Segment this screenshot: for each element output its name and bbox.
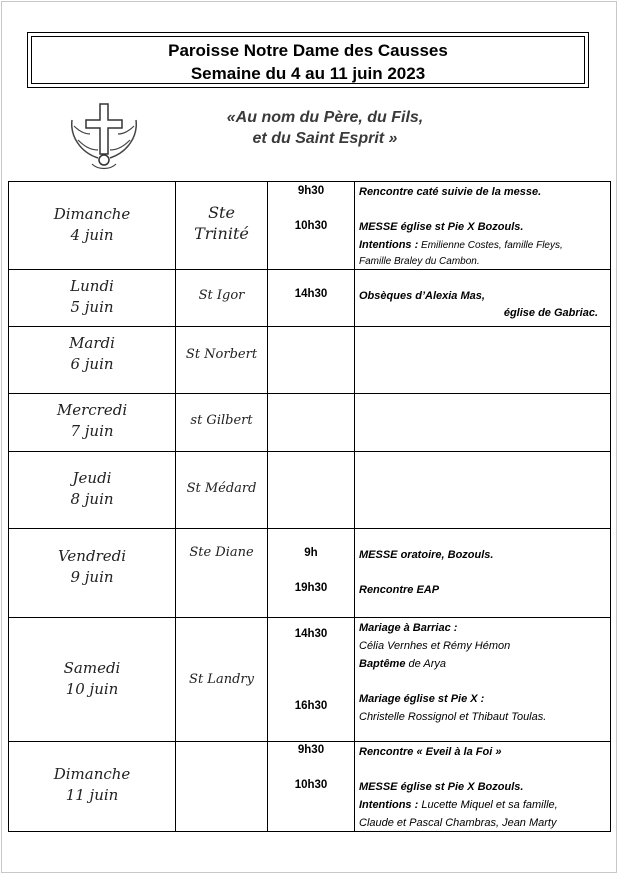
event-cell <box>355 529 611 618</box>
saint-cell <box>176 529 268 618</box>
saint-name: Trinité <box>194 224 249 243</box>
day-name: Dimanche <box>53 205 131 223</box>
week-title: Semaine du 4 au 11 juin 2023 <box>190 64 426 83</box>
baptism-label: Baptême <box>359 658 406 670</box>
saint-name: Ste <box>208 203 235 222</box>
cross-hands-logo-icon <box>68 100 140 172</box>
intentions-label: Intentions : <box>359 799 419 811</box>
event-text: Christelle Rossignol et Thibaut Toulas. <box>359 711 547 723</box>
day-date: 8 juin <box>70 490 114 508</box>
event-time: 14h30 <box>294 628 328 640</box>
event-text: MESSE église st Pie X Bozouls. <box>359 221 524 233</box>
day-name: Vendredi <box>57 547 127 565</box>
event-text: Célia Vernhes et Rémy Hémon <box>359 640 511 652</box>
saint-name: St Landry <box>189 672 254 687</box>
table-row <box>9 452 611 529</box>
day-date: 5 juin <box>70 298 114 316</box>
day-name: Mercredi <box>56 401 128 419</box>
event-cell <box>355 394 611 452</box>
table-row <box>9 742 611 832</box>
event-text: église de Gabriac. <box>503 307 598 319</box>
event-time: 9h30 <box>297 744 325 756</box>
event-time: 10h30 <box>294 220 328 232</box>
time-cell <box>268 452 355 529</box>
event-cell <box>355 452 611 529</box>
event-cell <box>355 618 611 742</box>
saint-cell <box>176 618 268 742</box>
event-time: 19h30 <box>294 582 328 594</box>
table-row <box>9 618 611 742</box>
day-date: 9 juin <box>70 568 114 586</box>
event-text: MESSE église st Pie X Bozouls. <box>359 781 524 793</box>
saint-name: St Igor <box>198 288 245 303</box>
day-cell <box>9 182 176 270</box>
day-name: Lundi <box>70 277 114 295</box>
time-cell <box>268 182 355 270</box>
saint-name: Ste Diane <box>189 545 254 560</box>
motto-line-1: «Au nom du Père, du Fils, <box>226 109 424 126</box>
event-time: 9h <box>304 547 318 559</box>
day-cell <box>9 529 176 618</box>
time-cell <box>268 327 355 394</box>
saint-cell <box>176 742 268 832</box>
table-row <box>9 327 611 394</box>
event-text: Mariage à Barriac : <box>359 622 458 634</box>
header-box <box>27 32 589 88</box>
table-row <box>9 182 611 270</box>
event-text: Claude et Pascal Chambras, Jean Marty <box>359 817 557 829</box>
table-row <box>9 394 611 452</box>
event-cell <box>355 327 611 394</box>
saint-cell <box>176 452 268 529</box>
event-text: Rencontre « Eveil à la Foi » <box>359 746 502 758</box>
day-name: Samedi <box>63 659 121 677</box>
event-time: 10h30 <box>294 779 328 791</box>
event-time: 16h30 <box>294 700 328 712</box>
day-cell <box>9 742 176 832</box>
intentions-label: Intentions : <box>359 239 419 251</box>
day-cell <box>9 270 176 327</box>
event-text: MESSE oratoire, Bozouls. <box>359 549 494 561</box>
parish-title: Paroisse Notre Dame des Causses <box>168 41 448 60</box>
table-row <box>9 270 611 327</box>
event-cell <box>355 182 611 270</box>
event-text: Rencontre caté suivie de la messe. <box>359 186 542 198</box>
saint-cell <box>176 270 268 327</box>
day-cell <box>9 394 176 452</box>
event-text: Obsèques d’Alexia Mas, <box>359 290 485 302</box>
event-text: Famille Braley du Cambon. <box>359 256 480 267</box>
saint-name: st Gilbert <box>190 413 253 428</box>
intentions-text: Emilienne Costes, famille Fleys, <box>418 240 563 251</box>
saint-cell <box>176 182 268 270</box>
event-text: Rencontre EAP <box>359 584 440 596</box>
day-date: 7 juin <box>70 422 114 440</box>
event-cell <box>355 270 611 327</box>
day-cell <box>9 452 176 529</box>
time-cell <box>268 270 355 327</box>
event-cell <box>355 742 611 832</box>
time-cell <box>268 742 355 832</box>
day-date: 6 juin <box>70 355 114 373</box>
day-date: 10 juin <box>65 680 119 698</box>
time-cell <box>268 394 355 452</box>
time-cell <box>268 618 355 742</box>
table-row <box>9 529 611 618</box>
event-text: Mariage église st Pie X : <box>359 693 485 705</box>
baptism-text: de Arya <box>405 658 447 670</box>
intentions-text: Lucette Miquel et sa famille, <box>418 799 558 811</box>
day-date: 4 juin <box>70 226 114 244</box>
saint-name: St Norbert <box>185 347 258 362</box>
day-name: Jeudi <box>72 469 112 487</box>
saint-name: St Médard <box>186 481 257 496</box>
time-cell <box>268 529 355 618</box>
day-date: 11 juin <box>65 786 119 804</box>
event-time: 14h30 <box>294 288 328 300</box>
motto-line-2: et du Saint Esprit » <box>252 130 398 147</box>
saint-cell <box>176 327 268 394</box>
day-cell <box>9 327 176 394</box>
schedule-table <box>8 181 611 832</box>
day-name: Mardi <box>69 334 115 352</box>
day-cell <box>9 618 176 742</box>
event-time: 9h30 <box>297 185 325 197</box>
day-name: Dimanche <box>53 765 131 783</box>
saint-cell <box>176 394 268 452</box>
